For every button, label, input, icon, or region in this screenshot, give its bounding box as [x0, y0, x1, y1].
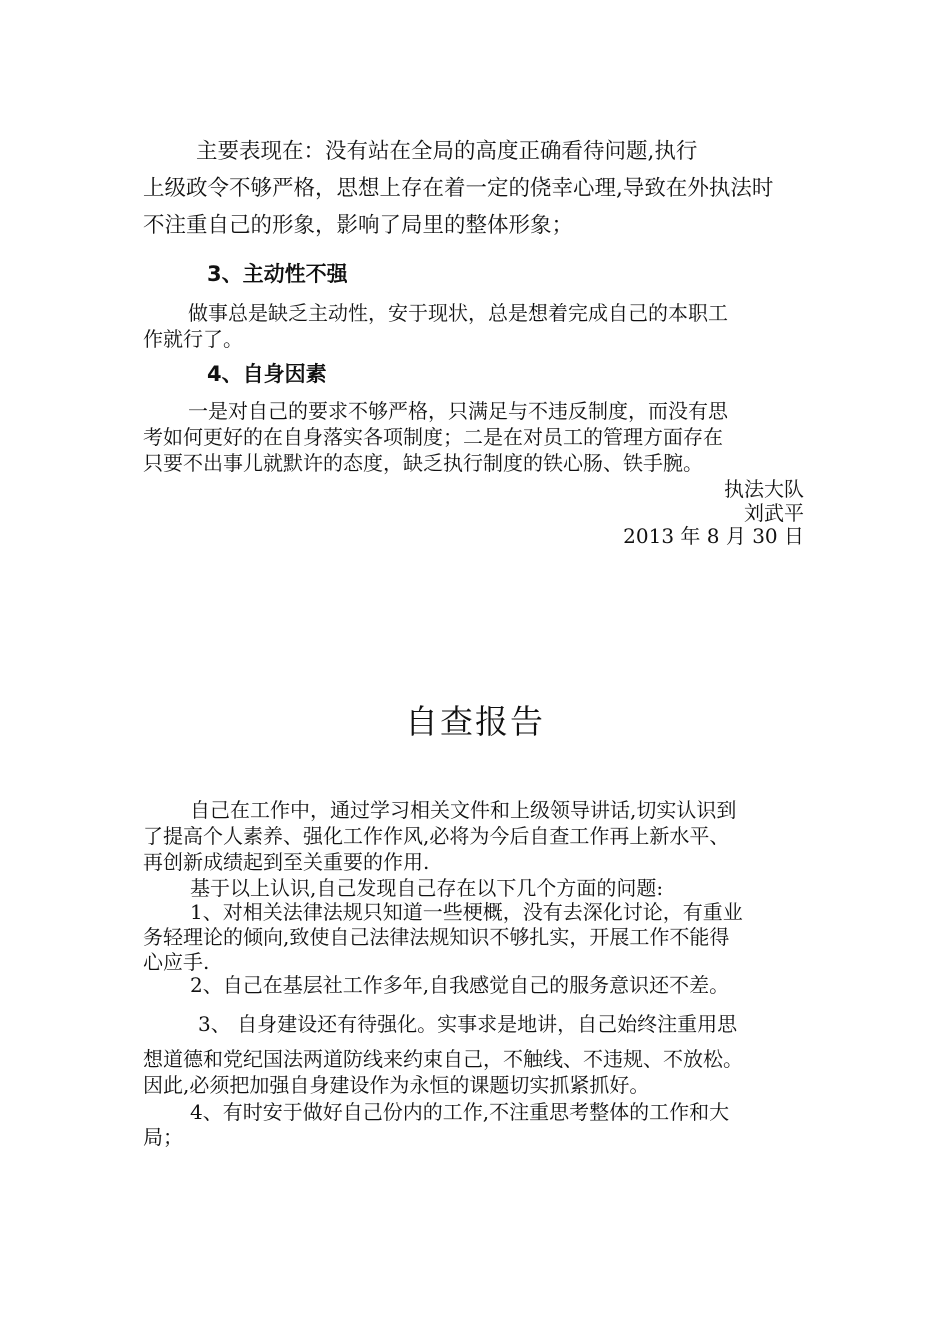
paragraph-line: 2、自己在基层社工作多年,自我感觉自己的服务意识还不差。 — [190, 973, 730, 997]
paragraph-line: 不注重自己的形象，影响了局里的整体形象； — [143, 213, 574, 238]
paragraph-line: 因此,必须把加强自身建设作为永恒的课题切实抓紧抓好。 — [143, 1073, 650, 1097]
paragraph-line: 基于以上认识,自己发现自己存在以下几个方面的问题: — [190, 876, 664, 900]
paragraph-line: 自己在工作中，通过学习相关文件和上级领导讲话,切实认识到 — [190, 798, 737, 822]
paragraph-line: 作就行了。 — [143, 327, 243, 351]
signature-date: 2013 年 8 月 30 日 — [623, 524, 804, 548]
paragraph-line: 考如何更好的在自身落实各项制度；二是在对员工的管理方面存在 — [143, 425, 723, 449]
paragraph-line: 上级政令不够严格，思想上存在着一定的侥幸心理,导致在外执法时 — [143, 176, 774, 201]
paragraph-line: 务轻理论的倾向,致使自己法律法规知识不够扎实，开展工作不能得 — [143, 925, 730, 949]
paragraph-line: 做事总是缺乏主动性，安于现状，总是想着完成自己的本职工 — [188, 301, 728, 325]
paragraph-line: 主要表现在：没有站在全局的高度正确看待问题,执行 — [196, 139, 698, 164]
paragraph-line: 想道德和党纪国法两道防线来约束自己，不触线、不违规、不放松。 — [143, 1047, 743, 1071]
paragraph-line: 4、有时安于做好自己份内的工作,不注重思考整体的工作和大 — [190, 1100, 730, 1124]
paragraph-line: 了提高个人素养、强化工作作风,必将为今后自查工作再上新水平、 — [143, 824, 730, 848]
paragraph-line: 一是对自己的要求不够严格，只满足与不违反制度，而没有思 — [188, 399, 728, 423]
paragraph-line: 心应手. — [143, 950, 210, 974]
signature-name: 刘武平 — [744, 501, 804, 525]
report-title: 自查报告 — [405, 702, 545, 741]
section-heading: 4、自身因素 — [207, 362, 327, 386]
paragraph-line: 1、对相关法律法规只知道一些梗概，没有去深化讨论，有重业 — [190, 900, 743, 924]
paragraph-line: 再创新成绩起到至关重要的作用. — [143, 850, 430, 874]
paragraph-line: 3、 自身建设还有待强化。实事求是地讲，自己始终注重用思 — [198, 1012, 738, 1036]
signature-unit: 执法大队 — [724, 477, 804, 501]
paragraph-line: 局； — [143, 1125, 183, 1149]
section-heading: 3、主动性不强 — [207, 262, 348, 286]
paragraph-line: 只要不出事儿就默许的态度，缺乏执行制度的铁心肠、铁手腕。 — [143, 451, 703, 475]
